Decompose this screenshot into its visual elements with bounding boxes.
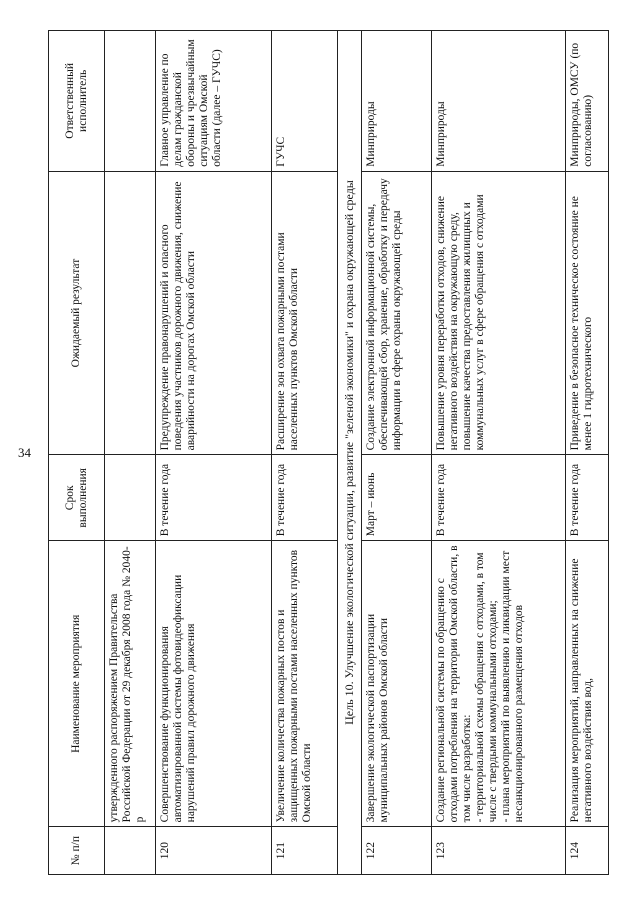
row-term: В течение года <box>432 455 566 541</box>
rotated-page-content <box>48 30 608 875</box>
table-row <box>105 31 156 875</box>
table-row <box>566 31 609 875</box>
row-term: В течение года <box>566 455 609 541</box>
header-term: Срок выполнения <box>49 455 105 541</box>
row-num: 122 <box>362 827 432 875</box>
row-num: 120 <box>156 827 272 875</box>
row-result: Приведение в безопасное техническое состояние не менее 1 гидротехнического <box>566 171 609 455</box>
row-num <box>105 827 156 875</box>
header-responsible: Ответственный исполнитель <box>49 31 105 172</box>
table-header-row <box>49 31 105 875</box>
table-row <box>432 31 566 875</box>
row-result: Расширение зон охвата пожарными постами населенных пунктов Омской области <box>272 171 338 455</box>
row-result: Предупреждение правонарушений и опасного поведения участников дорожного движения, снижение аварийности на дорогах Омской области <box>156 171 272 455</box>
header-result: Ожидаемый результат <box>49 171 105 455</box>
header-num: № п/п <box>49 827 105 875</box>
row-responsible: Минприроды, ОМСУ (по согласованию) <box>566 31 609 172</box>
row-num: 124 <box>566 827 609 875</box>
row-name-line: Создание региональной системы по обращению с отходами потребления на территории Омской области, в том числе разработка: <box>435 545 473 823</box>
row-name <box>432 541 566 827</box>
row-name: Совершенствование функционирования автоматизированной системы фотовидеофиксации нарушений правил дорожного движения <box>156 541 272 827</box>
row-responsible <box>105 31 156 172</box>
header-name: Наименование мероприятия <box>49 541 105 827</box>
row-result: Создание электронной информационной системы, обеспечивающей сбор, хранение, обработку и передачу информации в сфере охраны окружающей среды <box>362 171 432 455</box>
row-name: Реализация мероприятий, направленных на снижение негативного воздействия вод, <box>566 541 609 827</box>
page-number: 34 <box>18 445 31 460</box>
goal-row <box>338 31 362 875</box>
row-term: В течение года <box>272 455 338 541</box>
table-row <box>156 31 272 875</box>
row-result: Повышение уровня переработки отходов, снижение негативного воздействия на окружающую среду, повышение качества предоставления жилищных и коммунальных услуг в сфере обращения с отходами <box>432 171 566 455</box>
row-name: утвержденного распоряжением Правительства Российской Федерации от 29 декабря 2008 года № 2040-р <box>105 541 156 827</box>
row-responsible: Минприроды <box>362 31 432 172</box>
row-term: Март – июнь <box>362 455 432 541</box>
row-responsible: Главное управление по делам гражданской обороны и чрезвычайным ситуациям Омской области (далее – ГУЧС) <box>156 31 272 172</box>
measures-table <box>48 30 609 875</box>
row-num: 123 <box>432 827 566 875</box>
row-term <box>105 455 156 541</box>
row-name-line: - плана мероприятий по выявлению и ликвидации мест несанкционированного размещения отходов <box>500 550 525 823</box>
row-num: 121 <box>272 827 338 875</box>
row-term: В течение года <box>156 455 272 541</box>
row-result <box>105 171 156 455</box>
row-name-line: - территориальной схемы обращения с отходами, в том числе с твердыми коммунальными отходами; <box>474 552 499 823</box>
goal-title: Цель 10. Улучшение экологической ситуации, развитие "зеленой экономики" и охрана окружающей среды <box>338 31 362 875</box>
row-responsible: ГУЧС <box>272 31 338 172</box>
table-row <box>362 31 432 875</box>
row-name: Увеличение количества пожарных постов и защищенных пожарными постами населенных пунктов Омской области <box>272 541 338 827</box>
row-name: Завершение экологической паспортизации муниципальных районов Омской области <box>362 541 432 827</box>
table-row <box>272 31 338 875</box>
row-responsible: Минприроды <box>432 31 566 172</box>
